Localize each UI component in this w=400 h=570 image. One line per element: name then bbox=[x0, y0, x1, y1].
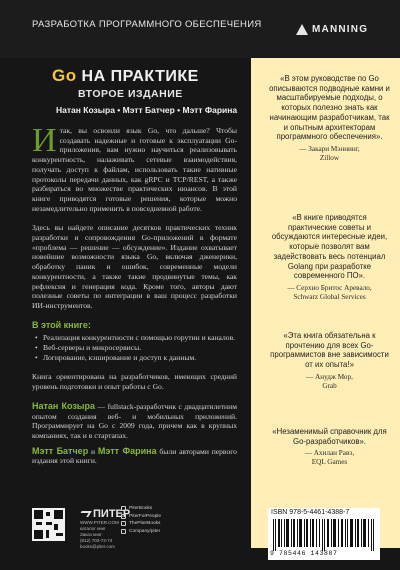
author-name: Натан Козыра bbox=[32, 400, 95, 411]
quote-text: «Эта книга обязательна к прочтению для всех Go-программистов вне зависимости от их опыта!» bbox=[270, 331, 389, 370]
linkedin-icon bbox=[121, 529, 126, 534]
endorsement-quote bbox=[268, 74, 391, 163]
feature-list bbox=[32, 333, 237, 362]
qr-code-icon bbox=[32, 508, 65, 541]
quote-attribution: — Закари Мэннинг, Zillow bbox=[299, 144, 360, 162]
author-name: Мэтт Фарина bbox=[97, 445, 157, 456]
social-item: PiterBooks bbox=[121, 505, 161, 513]
book-title-block bbox=[52, 66, 262, 115]
author-name: Мэтт Батчер bbox=[32, 445, 89, 456]
publisher-web: WWW.PITER.COM bbox=[80, 520, 119, 525]
publisher-email: books@piter.com bbox=[80, 544, 115, 549]
endorsement-quote bbox=[268, 213, 391, 302]
in-book-heading: В этой книге: bbox=[32, 319, 91, 330]
social-item: PiterForPeople bbox=[121, 513, 161, 521]
authors-line: Натан Козыра • Мэтт Батчер • Мэтт Фарина bbox=[56, 105, 238, 115]
book-title bbox=[52, 66, 262, 86]
quote-text: «В этом руководстве по Go описываются подводные камни и масштабируемые подходы, о которых полезно знать как начинающим разработчикам, так и опытным архитекторам программного обеспечения». bbox=[269, 74, 390, 142]
youtube-icon bbox=[121, 521, 126, 526]
endorsement-quote bbox=[268, 331, 391, 391]
series-title: РАЗРАБОТКА ПРОГРАММНОГО ОБЕСПЕЧЕНИЯ bbox=[32, 19, 262, 30]
social-links bbox=[121, 505, 161, 535]
list-item: • Логирование, кэширование и доступ к данным. bbox=[32, 353, 237, 363]
coauthors-bio bbox=[32, 447, 237, 466]
coauthors-bio-text: были авторами первого издания этой книги. bbox=[32, 446, 237, 466]
list-item: • Веб-серверы и микросервисы. bbox=[32, 343, 237, 353]
quote-attribution: — Анудж Мор, Grab bbox=[306, 372, 353, 390]
publisher-phone: (812) 703-73-74 bbox=[80, 538, 113, 543]
title-go: Go bbox=[52, 66, 77, 85]
intro-text: так, вы освоили язык Go, что дальше? Чтобы создавать надежные и готовые к эксплуатации Go-приложения, вам нужно научиться реализовывать конкурентность, налаживать сетевые взаимодействия, получать доступ к файлам, использовать такие нативные протоколы передачи данных, как gRPC и TCP/REST, а также разбираться во множестве практических нюансов. В этой книге приводятся готовые решения, которые можно незамедлительно применить в повседневной работе. bbox=[32, 126, 237, 213]
title-rest: НА ПРАКТИКЕ bbox=[76, 68, 199, 85]
body-paragraph: Здесь вы найдете описание десятков практических техник разработки и сопровождения Go-приложений в формате «проблема — решение — обсуждение». Издание охватывает новейшие возможности языка Go, включая дженерики, обработку паник и ошибок, современные модели конкурентности, а также такие продвинутые темы, как рефлексия и генерация кода. Кроме того, авторы дают полезные советы по интеграции в ваш процесс разработки ИИ-инструментов. bbox=[32, 223, 237, 310]
drop-cap: И bbox=[32, 122, 57, 159]
barcode-icon bbox=[271, 519, 377, 551]
quote-text: «В книге приводятся практические советы и обсуждаются интересные идеи, которые позволят вам задействовать весь потенциал Golang при разработке современного ПО». bbox=[271, 213, 388, 281]
isbn-label: ISBN 978-5-4461-4388-7 bbox=[271, 509, 350, 516]
description-column bbox=[32, 122, 237, 472]
bio-joiner: и bbox=[88, 446, 98, 456]
publisher-catalog: каталог книг bbox=[80, 526, 106, 531]
audience-paragraph: Книга ориентирована на разработчиков, имеющих средний уровень подготовки и опыт работы с Go. bbox=[32, 372, 237, 392]
publisher-logo: ПИТЕР bbox=[80, 508, 130, 520]
intro-paragraph bbox=[32, 122, 237, 213]
endorsement-quote bbox=[268, 427, 391, 467]
manning-logo bbox=[296, 24, 368, 35]
edition-label: ВТОРОЕ ИЗДАНИЕ bbox=[78, 88, 183, 100]
quote-attribution: — Ахилан Равэ, EQL Games bbox=[304, 449, 355, 467]
manning-wordmark: MANNING bbox=[312, 24, 369, 35]
quote-attribution: — Серхио Бритос Аревало, Schwarz Global Services bbox=[287, 283, 372, 301]
publisher-orders: Заказ книг: bbox=[80, 532, 103, 537]
header-bar bbox=[0, 0, 400, 58]
social-item: Company/piter bbox=[121, 528, 161, 536]
author-bio-text: — fullstack-разработчик с двадцатилетним опытом создания веб- и мобильных приложений. Программирует на Go с 2009 года, причем как в крупных компаниях, так и в стартапах. bbox=[32, 401, 237, 440]
isbn-barcode-box bbox=[268, 508, 380, 560]
publisher-arrow-icon bbox=[78, 511, 91, 517]
telegram-icon bbox=[121, 514, 126, 519]
quote-text: «Незаменимый справочник для Go-разработчиков». bbox=[272, 427, 387, 446]
author-bio bbox=[32, 402, 237, 441]
manning-mark-icon bbox=[296, 24, 309, 35]
social-item: ThePiterBooks bbox=[121, 520, 161, 528]
list-item: • Реализация конкурентности с помощью горутин и каналов. bbox=[32, 333, 237, 343]
vk-icon bbox=[121, 506, 126, 511]
barcode-digits: 9 785446 143887 bbox=[270, 550, 338, 557]
